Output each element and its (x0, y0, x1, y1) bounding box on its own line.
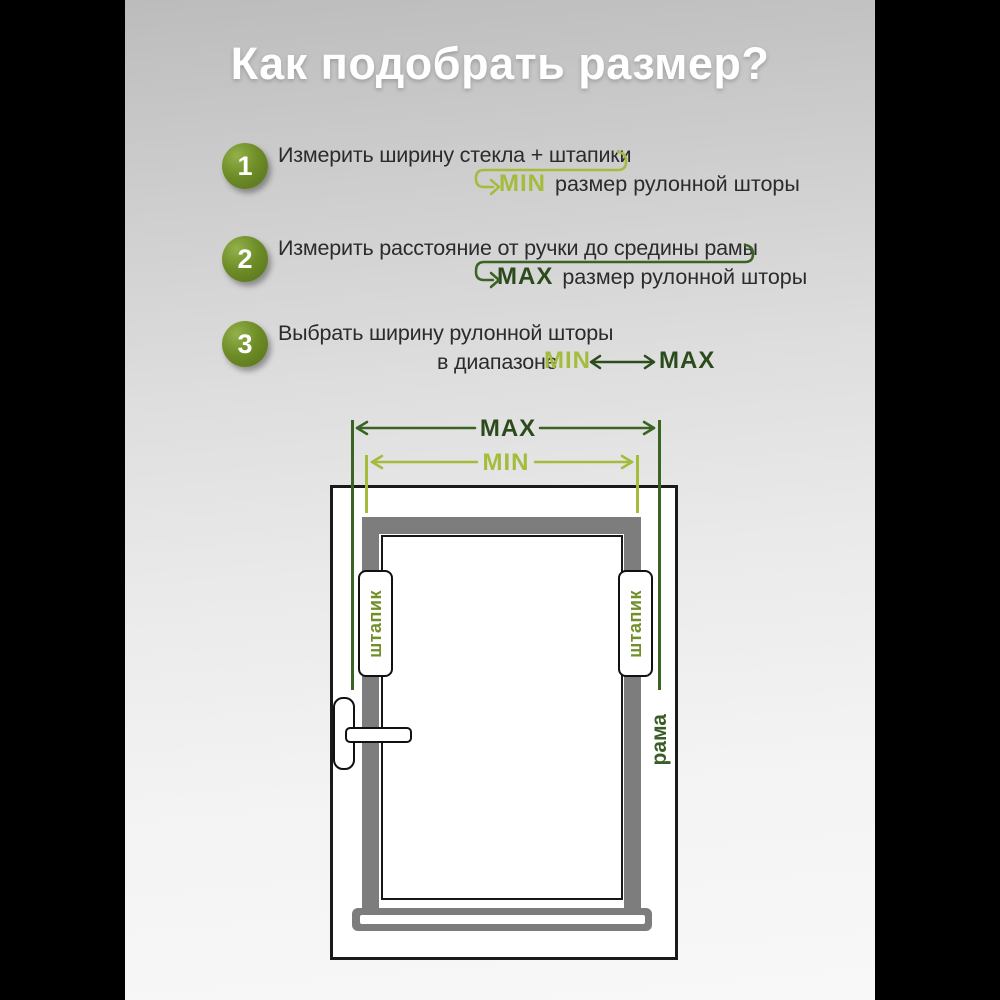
step-3-number: 3 (237, 328, 253, 359)
step-1-result-text: размер рулонной шторы (555, 172, 800, 196)
window-glass (381, 535, 623, 900)
bead-label-left-text: штапик (365, 589, 385, 658)
step-1-badge (222, 143, 268, 189)
step-2-result-text: размер рулонной шторы (562, 265, 808, 289)
frame-label-text: рама (648, 714, 671, 766)
max-extension-line-right (658, 420, 661, 690)
step-3-range-arrow (591, 356, 654, 368)
step-1-result (499, 170, 800, 198)
step-3-range-prefix: в диапазоне (437, 350, 558, 374)
step-2-max-label: MAX (497, 263, 554, 290)
window-bottom-rail-slot (360, 915, 645, 924)
bead-label-left (358, 570, 393, 677)
step-3-min-label: MIN (544, 347, 591, 374)
infographic-content (125, 0, 875, 1000)
step-1-number: 1 (237, 150, 253, 181)
bead-label-right (618, 570, 653, 677)
step-2-number: 2 (237, 243, 253, 274)
diagram-max-label: MAX (479, 415, 537, 442)
bead-label-right-text: штапик (625, 589, 645, 658)
step-1-min-label: MIN (499, 170, 546, 197)
diagram-min-label: MIN (482, 449, 530, 476)
page-title: Как подобрать размер? (230, 38, 770, 89)
step-3-text: Выбрать ширину рулонной шторы (278, 321, 614, 345)
window-bottom-rail (352, 908, 652, 931)
window-handle-lever (345, 727, 412, 743)
frame-label (643, 702, 677, 778)
min-extension-line-left (365, 455, 368, 513)
max-extension-line-left (351, 420, 354, 690)
step-3-max-label: MAX (659, 347, 716, 374)
step-1-text: Измерить ширину стекла + штапики (278, 143, 632, 167)
step-2-result (497, 263, 807, 291)
step-3-badge (222, 321, 268, 367)
min-extension-line-right (636, 455, 639, 513)
step-2-text: Измерить расстояние от ручки до средины рамы (278, 236, 758, 260)
step-2-badge (222, 236, 268, 282)
